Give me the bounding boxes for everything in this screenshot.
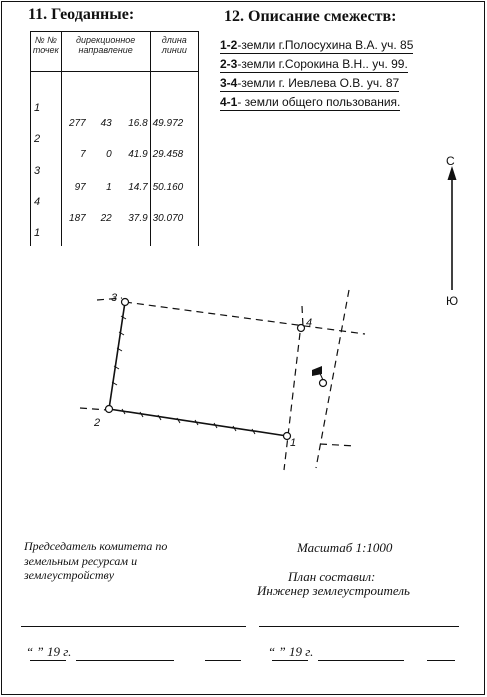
date-year-line-right [427, 660, 455, 661]
adjacency-item: 4-1- земли общего пользования. [220, 95, 401, 109]
length-value: 50.160 [152, 182, 184, 193]
point-label: 4 [34, 196, 41, 208]
length-value: 49.972 [152, 118, 184, 129]
point-label-3: 3 [111, 292, 118, 304]
header-length: длина линии [150, 32, 198, 72]
north-arrow-icon [448, 166, 457, 290]
flag-marker-icon [312, 366, 323, 380]
header-points: № № точек [31, 32, 62, 72]
engineer-title: Инженер землеустроитель [257, 583, 410, 598]
point-label-2: 2 [94, 417, 101, 429]
length-value: 30.070 [152, 213, 184, 224]
composed-by-label: План составил: [288, 569, 376, 584]
adjacency-item: 2-3-земли г.Сорокина В.Н.. уч. 99. [220, 57, 408, 71]
chairman-line-2: земельным ресурсам и [24, 554, 138, 568]
date-field-right[interactable]: “ ” 19 г. [268, 644, 314, 659]
point-label: 3 [34, 165, 41, 177]
signature-line-right [259, 626, 459, 627]
scale-label: Масштаб 1:1000 [297, 540, 393, 555]
chairman-line-1: Председатель комитета по [24, 539, 168, 553]
plot-boundary [109, 302, 287, 436]
point-label-4: 4 [306, 317, 313, 329]
date-day-line-right [272, 660, 308, 661]
adjacency-item: 1-2-земли г.Полосухина В.А. уч. 85 [220, 38, 414, 52]
length-value: 29.458 [152, 149, 184, 160]
point-label: 2 [34, 133, 41, 145]
point-label: 1 [34, 102, 41, 114]
date-month-line-right [318, 660, 404, 661]
point-label: 1 [34, 227, 41, 239]
signature-line-left [21, 626, 246, 627]
adjacency-item: 3-4-земли г. Иевлева О.В. уч. 87 [220, 76, 400, 90]
date-month-line-left [76, 660, 174, 661]
south-label: Ю [446, 294, 459, 308]
header-direction: дирекционное направление [61, 32, 150, 72]
direction-column: 277 43 16.8 7 0 41.9 97 1 14.7 187 22 37.9 [61, 72, 150, 247]
point-label-1: 1 [290, 437, 297, 449]
geodata-title: 11. Геоданные: [28, 6, 135, 23]
date-year-line-left [205, 660, 241, 661]
date-field-left[interactable]: “ ” 19 г. [26, 644, 72, 659]
adjacency-title: 12. Описание смежеств: [224, 8, 397, 25]
north-label: С [446, 154, 455, 168]
boundary-ticks [112, 316, 255, 434]
chairman-line-3: землеустройству [24, 568, 115, 582]
date-day-line-left [30, 660, 66, 661]
corner-points [106, 299, 327, 440]
